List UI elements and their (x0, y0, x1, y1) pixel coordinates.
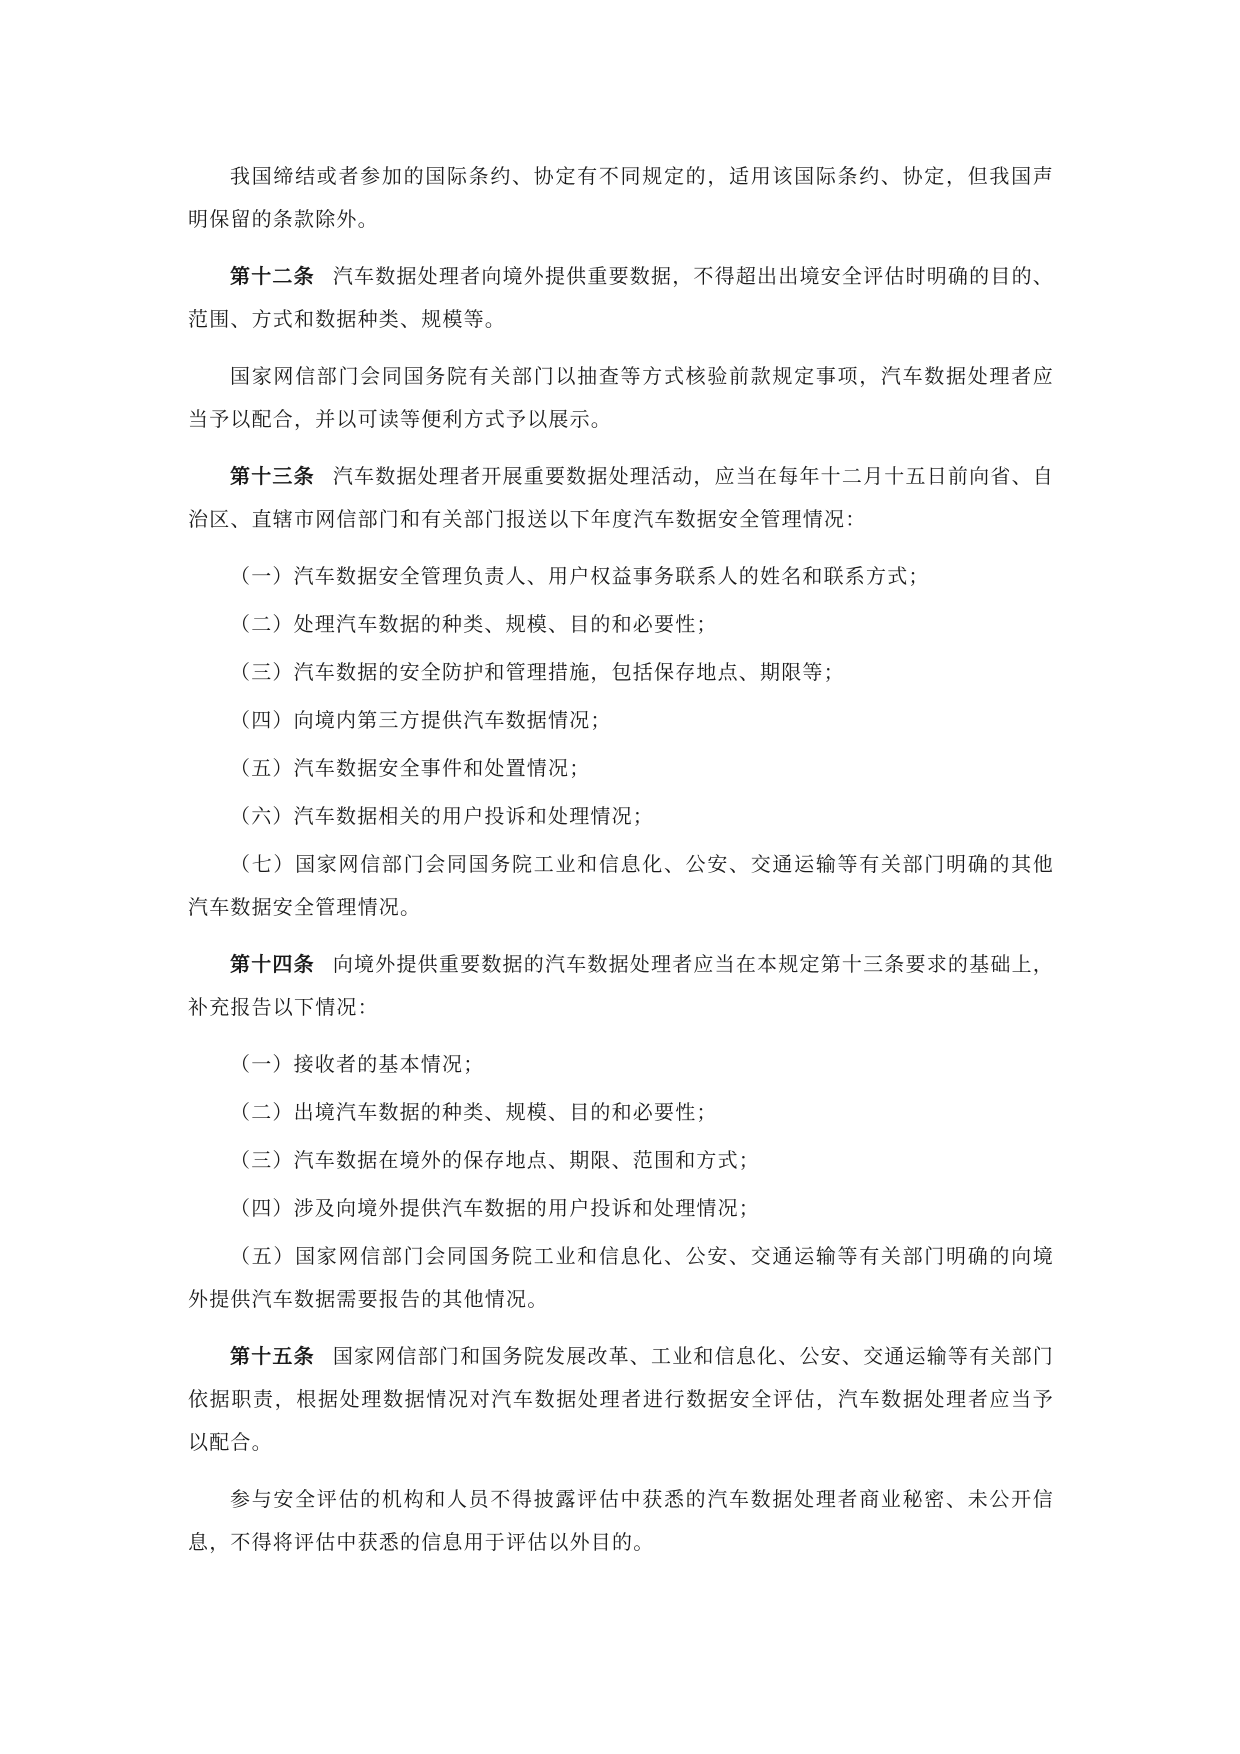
article-13-text: 汽车数据处理者开展重要数据处理活动，应当在每年十二月十五日前向省、自治区、直辖市网信部门和有关部门报送以下年度汽车数据安全管理情况： (188, 464, 1054, 531)
document-page (188, 155, 1054, 1578)
article-12-heading: 第十二条 (230, 264, 315, 288)
article-12-text: 汽车数据处理者向境外提供重要数据，不得超出出境安全评估时明确的目的、范围、方式和数据种类、规模等。 (188, 264, 1054, 331)
article-15 (188, 1335, 1054, 1464)
article-13 (188, 455, 1054, 541)
article-13-item-2: （二）处理汽车数据的种类、规模、目的和必要性； (230, 612, 718, 636)
article-14-item-1: （一）接收者的基本情况； (230, 1052, 485, 1076)
article-14-heading: 第十四条 (230, 952, 315, 976)
article-14-text: 向境外提供重要数据的汽车数据处理者应当在本规定第十三条要求的基础上，补充报告以下情况： (188, 952, 1054, 1019)
article-13-item-7: （七）国家网信部门会同国务院工业和信息化、公安、交通运输等有关部门明确的其他汽车数据安全管理情况。 (188, 852, 1054, 919)
article-13-item-5: （五）汽车数据安全事件和处置情况； (230, 756, 591, 780)
article-12 (188, 255, 1054, 341)
article-13-item-1: （一）汽车数据安全管理负责人、用户权益事务联系人的姓名和联系方式； (230, 564, 930, 588)
article-15-paragraph-2: 参与安全评估的机构和人员不得披露评估中获悉的汽车数据处理者商业秘密、未公开信息，不得将评估中获悉的信息用于评估以外目的。 (188, 1487, 1054, 1554)
article-14-item-4: （四）涉及向境外提供汽车数据的用户投诉和处理情况； (230, 1196, 760, 1220)
article-14-item-2: （二）出境汽车数据的种类、规模、目的和必要性； (230, 1100, 718, 1124)
article-14 (188, 943, 1054, 1029)
article-13-item-6: （六）汽车数据相关的用户投诉和处理情况； (230, 804, 654, 828)
article-13-item-4: （四）向境内第三方提供汽车数据情况； (230, 708, 612, 732)
article-13-item-3: （三）汽车数据的安全防护和管理措施，包括保存地点、期限等； (230, 660, 845, 684)
article-15-heading: 第十五条 (230, 1344, 315, 1368)
paragraph-treaty-clause: 我国缔结或者参加的国际条约、协定有不同规定的，适用该国际条约、协定，但我国声明保留的条款除外。 (188, 164, 1054, 231)
article-13-heading: 第十三条 (230, 464, 315, 488)
article-14-item-3: （三）汽车数据在境外的保存地点、期限、范围和方式； (230, 1148, 760, 1172)
article-14-item-5: （五）国家网信部门会同国务院工业和信息化、公安、交通运输等有关部门明确的向境外提供汽车数据需要报告的其他情况。 (188, 1244, 1054, 1311)
article-15-text: 国家网信部门和国务院发展改革、工业和信息化、公安、交通运输等有关部门依据职责，根据处理数据情况对汽车数据处理者进行数据安全评估，汽车数据处理者应当予以配合。 (188, 1344, 1054, 1454)
article-12-paragraph-2: 国家网信部门会同国务院有关部门以抽查等方式核验前款规定事项，汽车数据处理者应当予以配合，并以可读等便利方式予以展示。 (188, 364, 1054, 431)
